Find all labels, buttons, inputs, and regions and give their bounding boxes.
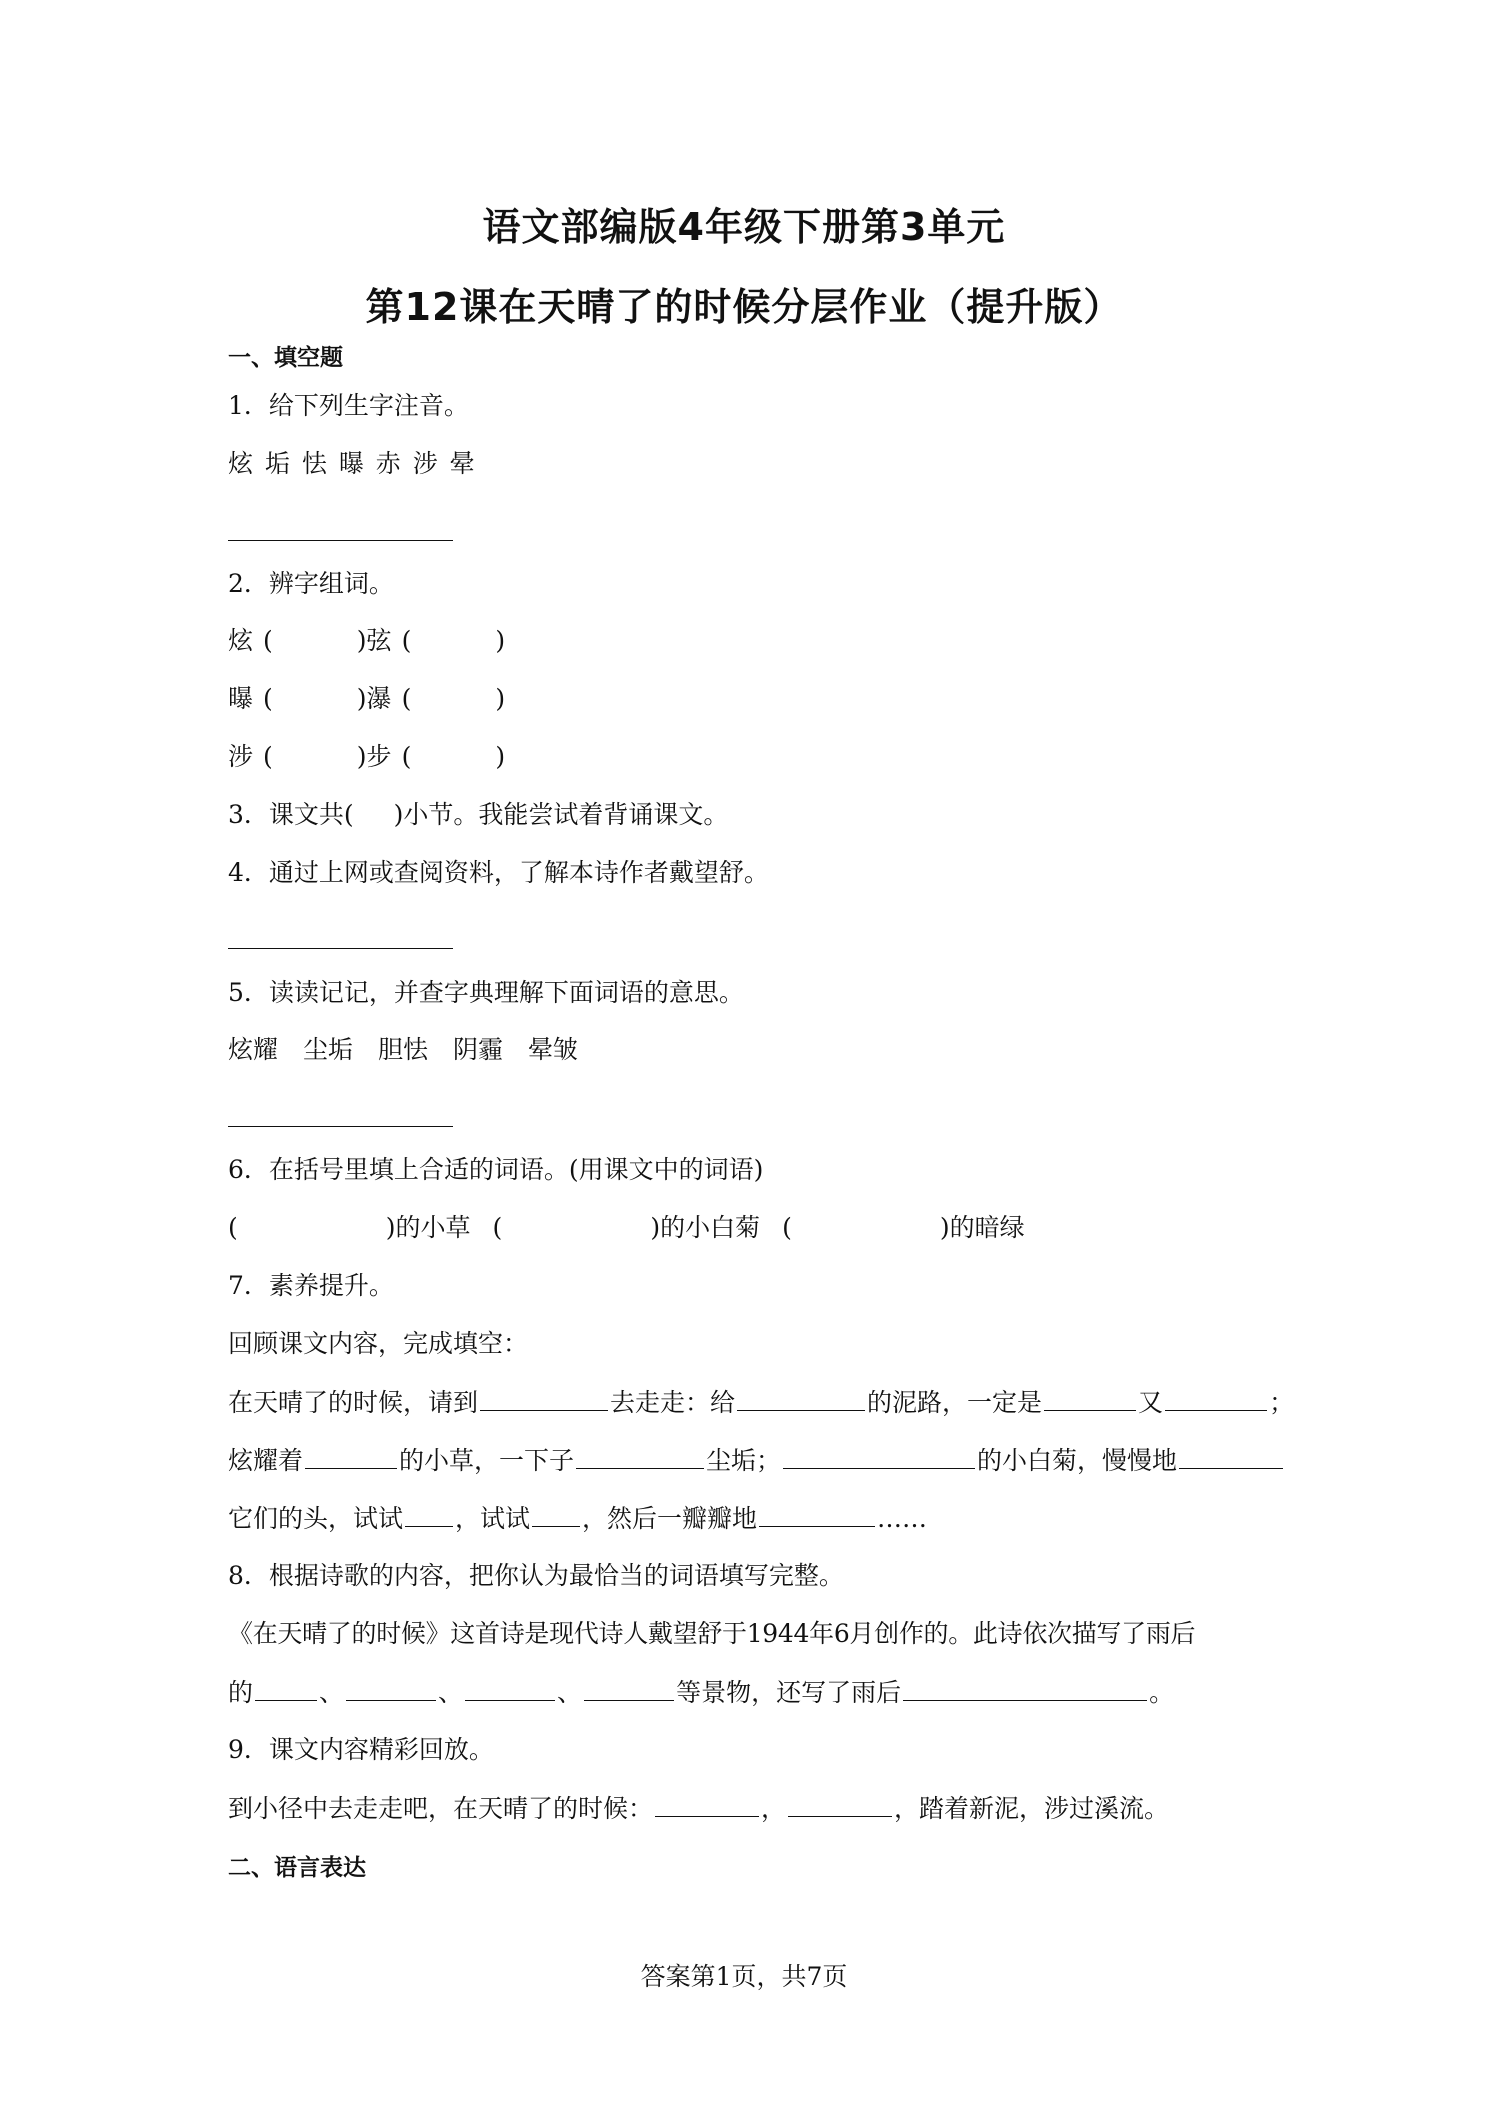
- question-6-item: 的小白菊: [660, 1213, 761, 1242]
- question-7-subprompt: 回顾课文内容，完成填空：: [228, 1329, 529, 1358]
- question-7-line-2: [228, 1444, 1285, 1477]
- page-footer: 答案第1页，共7页: [640, 1962, 848, 1991]
- text-segment: 的: [228, 1678, 254, 1707]
- text-segment: 到小径中去走走吧，在天晴了的时候：: [228, 1794, 654, 1823]
- text-segment: 的小白菊，慢慢地: [977, 1446, 1178, 1475]
- question-3: [228, 799, 728, 831]
- question-5-answer-line: [228, 1126, 453, 1127]
- section-heading-language-expression: 二、语言表达: [228, 1855, 366, 1881]
- text-segment: 的泥路，一定是: [867, 1388, 1043, 1417]
- answer-blank[interactable]: [903, 1676, 1147, 1701]
- question-7-line-1: [228, 1386, 1294, 1419]
- question-5-prompt: 5．读读记记，并查字典理解下面词语的意思。: [228, 978, 744, 1007]
- answer-blank[interactable]: [759, 1502, 875, 1527]
- answer-blank[interactable]: [783, 1444, 975, 1469]
- section-heading-fill-in: 一、填空题: [228, 345, 343, 371]
- question-8-line-2: [228, 1676, 1174, 1709]
- text-segment: ，然后一瓣瓣地: [582, 1504, 758, 1533]
- question-4-prompt: 4．通过上网或查阅资料，了解本诗作者戴望舒。: [228, 858, 769, 887]
- question-2-row: 涉 ( )步 ( ): [228, 742, 506, 771]
- answer-blank[interactable]: [655, 1792, 759, 1817]
- answer-blank[interactable]: [465, 1676, 555, 1701]
- question-6-item: 的小草: [395, 1213, 471, 1242]
- answer-blank[interactable]: [346, 1676, 436, 1701]
- question-8-text: 《在天晴了的时候》这首诗是现代诗人戴望舒于1944年6月创作的。此诗依次描写了雨后: [228, 1619, 1196, 1648]
- question-2-char-b: 瀑: [366, 684, 392, 713]
- text-segment: 去走走：给: [610, 1388, 736, 1417]
- question-6-item: 的暗绿: [949, 1213, 1025, 1242]
- question-9-line-1: [228, 1792, 1169, 1825]
- text-segment: 等景物，还写了雨后: [676, 1678, 902, 1707]
- answer-blank[interactable]: [480, 1386, 608, 1411]
- text-segment: 又: [1138, 1388, 1164, 1417]
- question-2-prompt: 2．辨字组词。: [228, 569, 394, 598]
- answer-blank[interactable]: [576, 1444, 704, 1469]
- text-segment: 、: [557, 1678, 583, 1707]
- answer-blank[interactable]: [737, 1386, 865, 1411]
- question-3-text-end: )小节。我能尝试着背诵课文。: [393, 800, 729, 829]
- text-segment: 。: [1149, 1678, 1175, 1707]
- answer-blank[interactable]: [1044, 1386, 1136, 1411]
- text-segment: ，踏着新泥，涉过溪流。: [894, 1794, 1170, 1823]
- text-segment: 它们的头，试试: [228, 1504, 404, 1533]
- question-3-text-start: 3．课文共(: [228, 800, 354, 829]
- question-6-items: ( )的小草 ( )的小白菊 ( )的暗绿: [228, 1213, 1025, 1242]
- question-2-char-a: 曝: [228, 684, 254, 713]
- question-4-answer-line: [228, 948, 453, 949]
- question-8-prompt: 8．根据诗歌的内容，把你认为最恰当的词语填写完整。: [228, 1561, 844, 1590]
- text-segment: 、: [438, 1678, 464, 1707]
- text-segment: 炫耀着: [228, 1446, 304, 1475]
- question-2-char-a: 涉: [228, 742, 254, 771]
- question-2-char-b: 弦: [366, 626, 392, 655]
- answer-blank[interactable]: [584, 1676, 674, 1701]
- answer-blank[interactable]: [788, 1792, 892, 1817]
- page-title: 语文部编版4年级下册第3单元: [482, 205, 1006, 249]
- text-segment: ；: [1269, 1388, 1295, 1417]
- question-6-prompt: 6．在括号里填上合适的词语。(用课文中的词语): [228, 1155, 764, 1184]
- question-2-row: 炫 ( )弦 ( ): [228, 626, 506, 655]
- question-7-line-3: [228, 1502, 927, 1535]
- text-segment: 的小草，一下子: [399, 1446, 575, 1475]
- answer-blank[interactable]: [532, 1502, 580, 1527]
- answer-blank[interactable]: [305, 1444, 397, 1469]
- text-segment: ，试试: [455, 1504, 531, 1533]
- text-segment: ，: [761, 1794, 787, 1823]
- question-1-answer-line: [228, 540, 453, 541]
- question-9-prompt: 9．课文内容精彩回放。: [228, 1735, 494, 1764]
- text-segment: 在天晴了的时候，请到: [228, 1388, 479, 1417]
- question-2-char-a: 炫: [228, 626, 254, 655]
- page-subtitle: 第12课在天晴了的时候分层作业（提升版）: [365, 285, 1123, 329]
- answer-blank[interactable]: [405, 1502, 453, 1527]
- text-segment: ……: [877, 1504, 928, 1533]
- question-1-chars: 炫 垢 怯 曝 赤 涉 晕: [228, 449, 477, 478]
- answer-blank[interactable]: [1179, 1444, 1283, 1469]
- question-1-prompt: 1．给下列生字注音。: [228, 391, 469, 420]
- question-5-words: 炫耀 尘垢 胆怯 阴霾 晕皱: [228, 1035, 579, 1064]
- answer-blank[interactable]: [255, 1676, 317, 1701]
- question-2-row: 曝 ( )瀑 ( ): [228, 684, 506, 713]
- answer-blank[interactable]: [1165, 1386, 1267, 1411]
- text-segment: 、: [319, 1678, 345, 1707]
- text-segment: 尘垢；: [706, 1446, 782, 1475]
- question-7-prompt: 7．素养提升。: [228, 1271, 394, 1300]
- question-2-char-b: 步: [366, 742, 392, 771]
